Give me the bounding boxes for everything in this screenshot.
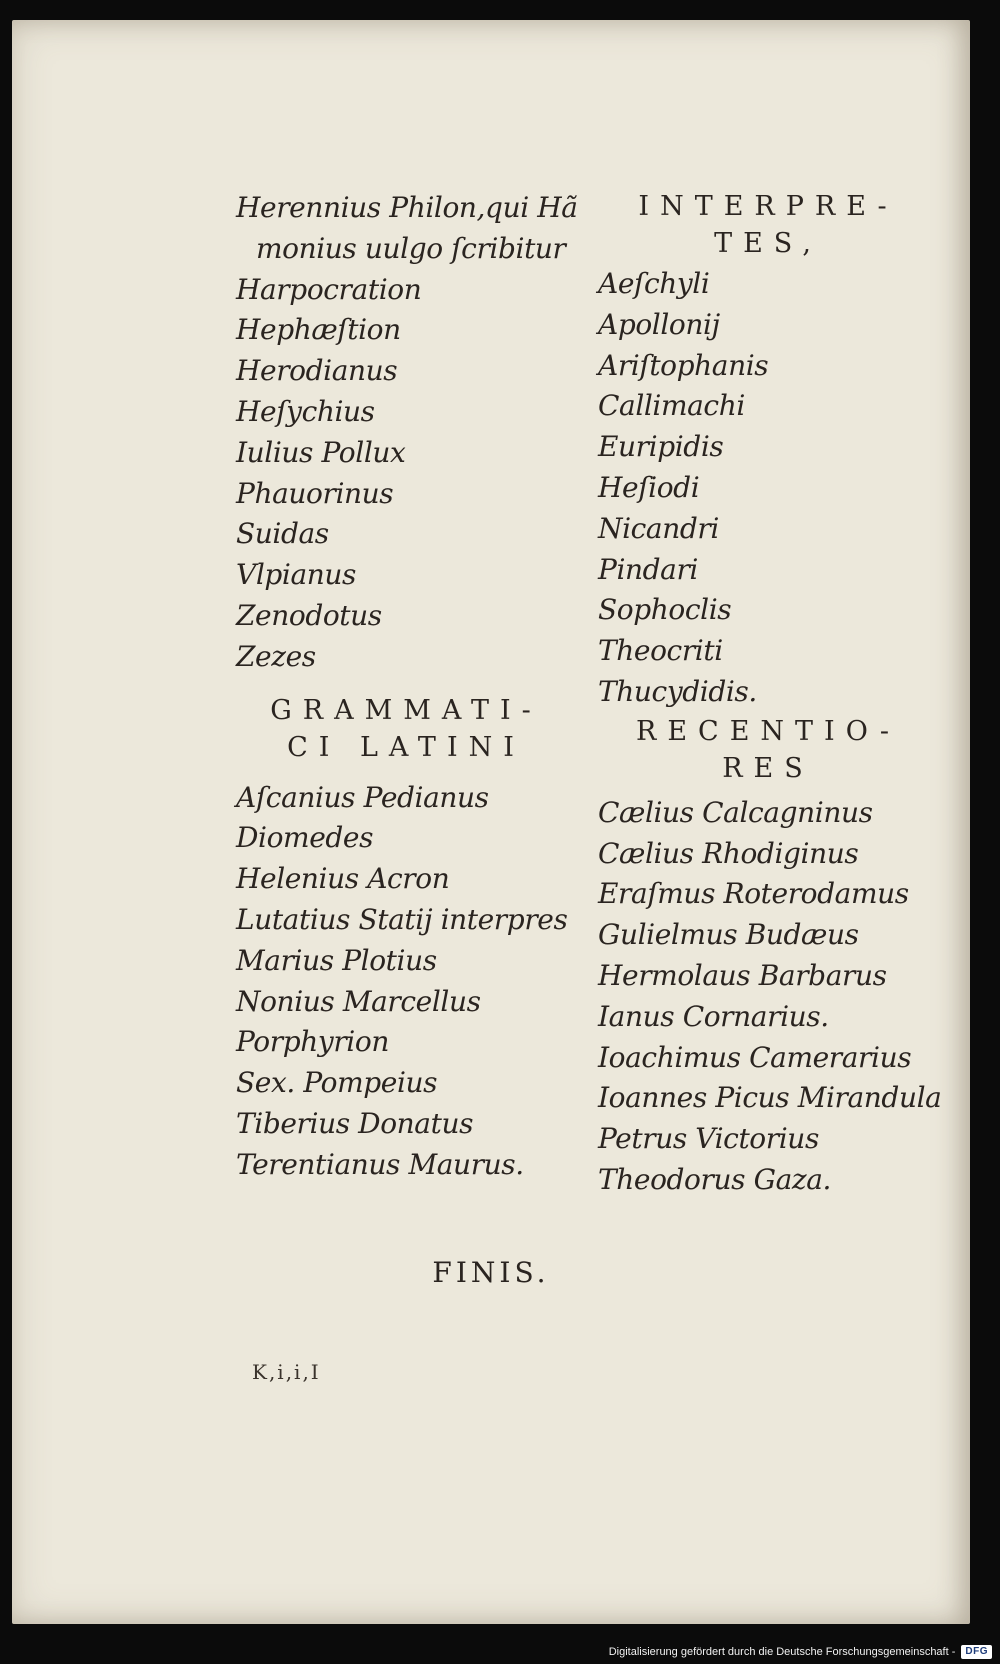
heading-line: RES: [722, 752, 814, 784]
entry: Aeſchyli: [598, 267, 710, 300]
heading-line: CI LATINI: [287, 731, 525, 763]
book-page: [12, 20, 970, 1624]
entry: Callimachi: [598, 389, 745, 423]
entry: Ioannes Picus Mirandula: [598, 1081, 942, 1115]
entry: Heſiodi: [598, 470, 700, 504]
entry: Vlpianus: [236, 558, 356, 592]
section-heading-recentiores: [598, 713, 938, 787]
signature-mark: K,i,i,I: [252, 1360, 321, 1384]
entry: Hephæſtion: [236, 313, 401, 347]
entry: Zenodotus: [236, 598, 382, 632]
entry: Harpocration: [236, 272, 422, 306]
heading-line: TES,: [714, 228, 822, 259]
entry: Phauorinus: [236, 476, 394, 510]
entry: Iulius Pollux: [236, 435, 406, 469]
entry: Cælius Calcagninus: [598, 795, 873, 829]
entry: Ianus Cornarius.: [598, 999, 829, 1033]
entry: Gulielmus Budæus: [598, 918, 859, 952]
entry: Ioachimus Camerarius: [598, 1040, 912, 1074]
section-heading-interpretes: [598, 188, 938, 262]
entry: Porphyrion: [236, 1025, 389, 1059]
entry: Theocriti: [598, 634, 723, 668]
entry: Theodorus Gaza.: [598, 1162, 832, 1196]
entry: monius uulgo ſcribitur: [256, 231, 566, 265]
entry: Hermolaus Barbarus: [598, 958, 887, 992]
entry: Petrus Victorius: [598, 1122, 819, 1156]
entry: Marius Plotius: [236, 943, 437, 977]
entry: Helenius Acron: [236, 862, 450, 896]
entry: Lutatius Statij interpres: [236, 902, 568, 936]
entry: Tiberius Donatus: [236, 1106, 474, 1140]
entry: Pindari: [598, 552, 698, 586]
entry: Terentianus Maurus.: [236, 1147, 524, 1181]
heading-line: GRAMMATI-: [270, 694, 542, 726]
entry: Herodianus: [236, 354, 398, 388]
right-column: [598, 188, 942, 1201]
section-heading-grammatici-latini: [236, 692, 576, 766]
entry: Ariſtophanis: [598, 348, 769, 382]
entry: Eraſmus Roterodamus: [598, 877, 909, 911]
entry: Zezes: [236, 639, 316, 673]
digitization-footer: [609, 1640, 1000, 1664]
entry: Sex. Pompeius: [236, 1066, 438, 1100]
entry: Heſychius: [236, 394, 375, 428]
left-column: [236, 188, 576, 1186]
entry: Nicandri: [598, 511, 719, 545]
entry: Suidas: [236, 517, 329, 551]
entry: Thucydidis.: [598, 674, 757, 708]
finis-text: FINIS.: [432, 1256, 550, 1289]
entry: Sophoclis: [598, 593, 732, 627]
entry: Herennius Philon,qui Hã: [236, 191, 578, 224]
heading-line: INTERPRE-: [638, 191, 898, 222]
entry: Euripidis: [598, 430, 724, 464]
heading-line: RECENTIO-: [636, 715, 900, 747]
entry: Apollonij: [598, 307, 720, 341]
entry: Aſcanius Pedianus: [236, 780, 489, 814]
entry: Diomedes: [236, 821, 374, 855]
entry: Nonius Marcellus: [236, 984, 481, 1018]
entry: Cælius Rhodiginus: [598, 836, 859, 870]
dfg-logo: DFG: [961, 1645, 992, 1659]
footer-credit: Digitalisierung gefördert durch die Deutsche Forschungsgemeinschaft -: [608, 1646, 956, 1658]
